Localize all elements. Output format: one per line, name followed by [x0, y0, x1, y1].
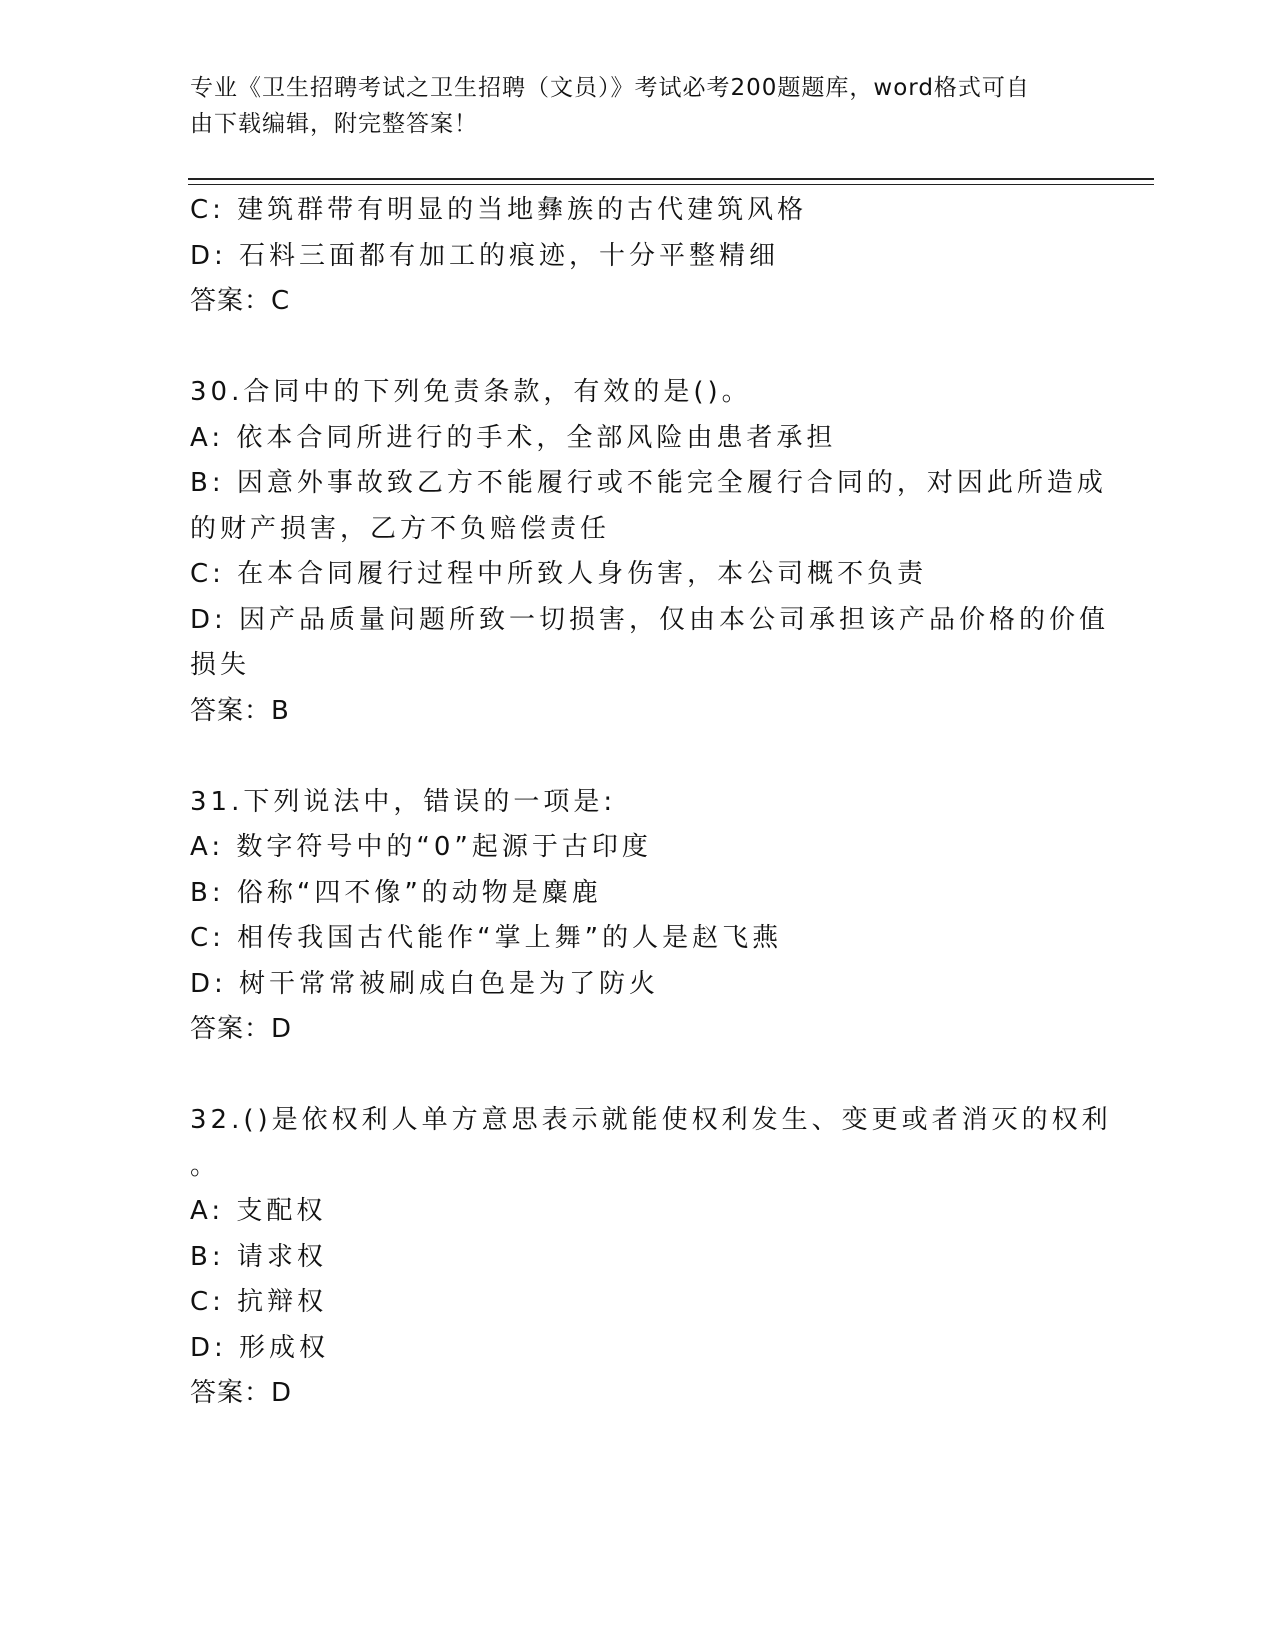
- option-c: C: 在本合同履行过程中所致人身伤害，本公司概不负责: [190, 559, 928, 589]
- option-a: A: 数字符号中的“0”起源于古印度: [190, 832, 652, 862]
- question-32: [190, 1098, 1112, 1417]
- option-c: C: 相传我国古代能作“掌上舞”的人是赵飞燕: [190, 923, 783, 953]
- header-rule-thin: [188, 184, 1154, 185]
- option-d-line-2: 损失: [190, 650, 251, 680]
- header-line-1: 专业《卫生招聘考试之卫生招聘（文员）》考试必考200题题库，word格式可自: [190, 75, 1030, 101]
- question-30: [190, 370, 1110, 734]
- spacer: [190, 734, 1090, 780]
- option-d: D: 树干常常被刷成白色是为了防火: [190, 968, 660, 999]
- document-body: [190, 188, 1112, 1417]
- question-31: [190, 780, 1090, 1053]
- option-d: D: 石料三面都有加工的痕迹，十分平整精细: [190, 240, 780, 271]
- question-29-continuation: [190, 188, 1090, 325]
- option-a: A: 支配权: [190, 1196, 327, 1226]
- option-d: D: 形成权: [190, 1332, 330, 1363]
- header-line-2: 由下载编辑，附完整答案！: [190, 111, 478, 137]
- question-text-line-1: 32.()是依权利人单方意思表示就能使权利发生、变更或者消灭的权利: [190, 1105, 1112, 1135]
- question-text-line-2: 。: [190, 1150, 221, 1181]
- spacer: [190, 1053, 1090, 1099]
- option-b-line-1: B: 因意外事故致乙方不能履行或不能完全履行合同的，对因此所造成: [190, 468, 1107, 498]
- question-text: 30.合同中的下列免责条款，有效的是()。: [190, 377, 752, 407]
- option-b: B: 俗称“四不像”的动物是麋鹿: [190, 877, 602, 908]
- option-c: C: 抗辩权: [190, 1287, 328, 1317]
- spacer: [190, 325, 1090, 371]
- option-b-line-2: 的财产损害，乙方不负赔偿责任: [190, 513, 611, 544]
- option-d-line-1: D: 因产品质量问题所致一切损害，仅由本公司承担该产品价格的价值: [190, 604, 1110, 635]
- answer-line: 答案：B: [190, 695, 290, 726]
- option-c: C: 建筑群带有明显的当地彝族的古代建筑风格: [190, 195, 808, 225]
- answer-line: 答案：D: [190, 1378, 293, 1408]
- option-b: B: 请求权: [190, 1241, 327, 1272]
- document-header: [190, 70, 1090, 142]
- answer-line: 答案：D: [190, 1014, 293, 1044]
- option-a: A: 依本合同所进行的手术，全部风险由患者承担: [190, 422, 837, 453]
- header-rule-thick: [188, 178, 1154, 180]
- question-text: 31.下列说法中，错误的一项是:: [190, 786, 617, 817]
- answer-line: 答案：C: [190, 286, 291, 316]
